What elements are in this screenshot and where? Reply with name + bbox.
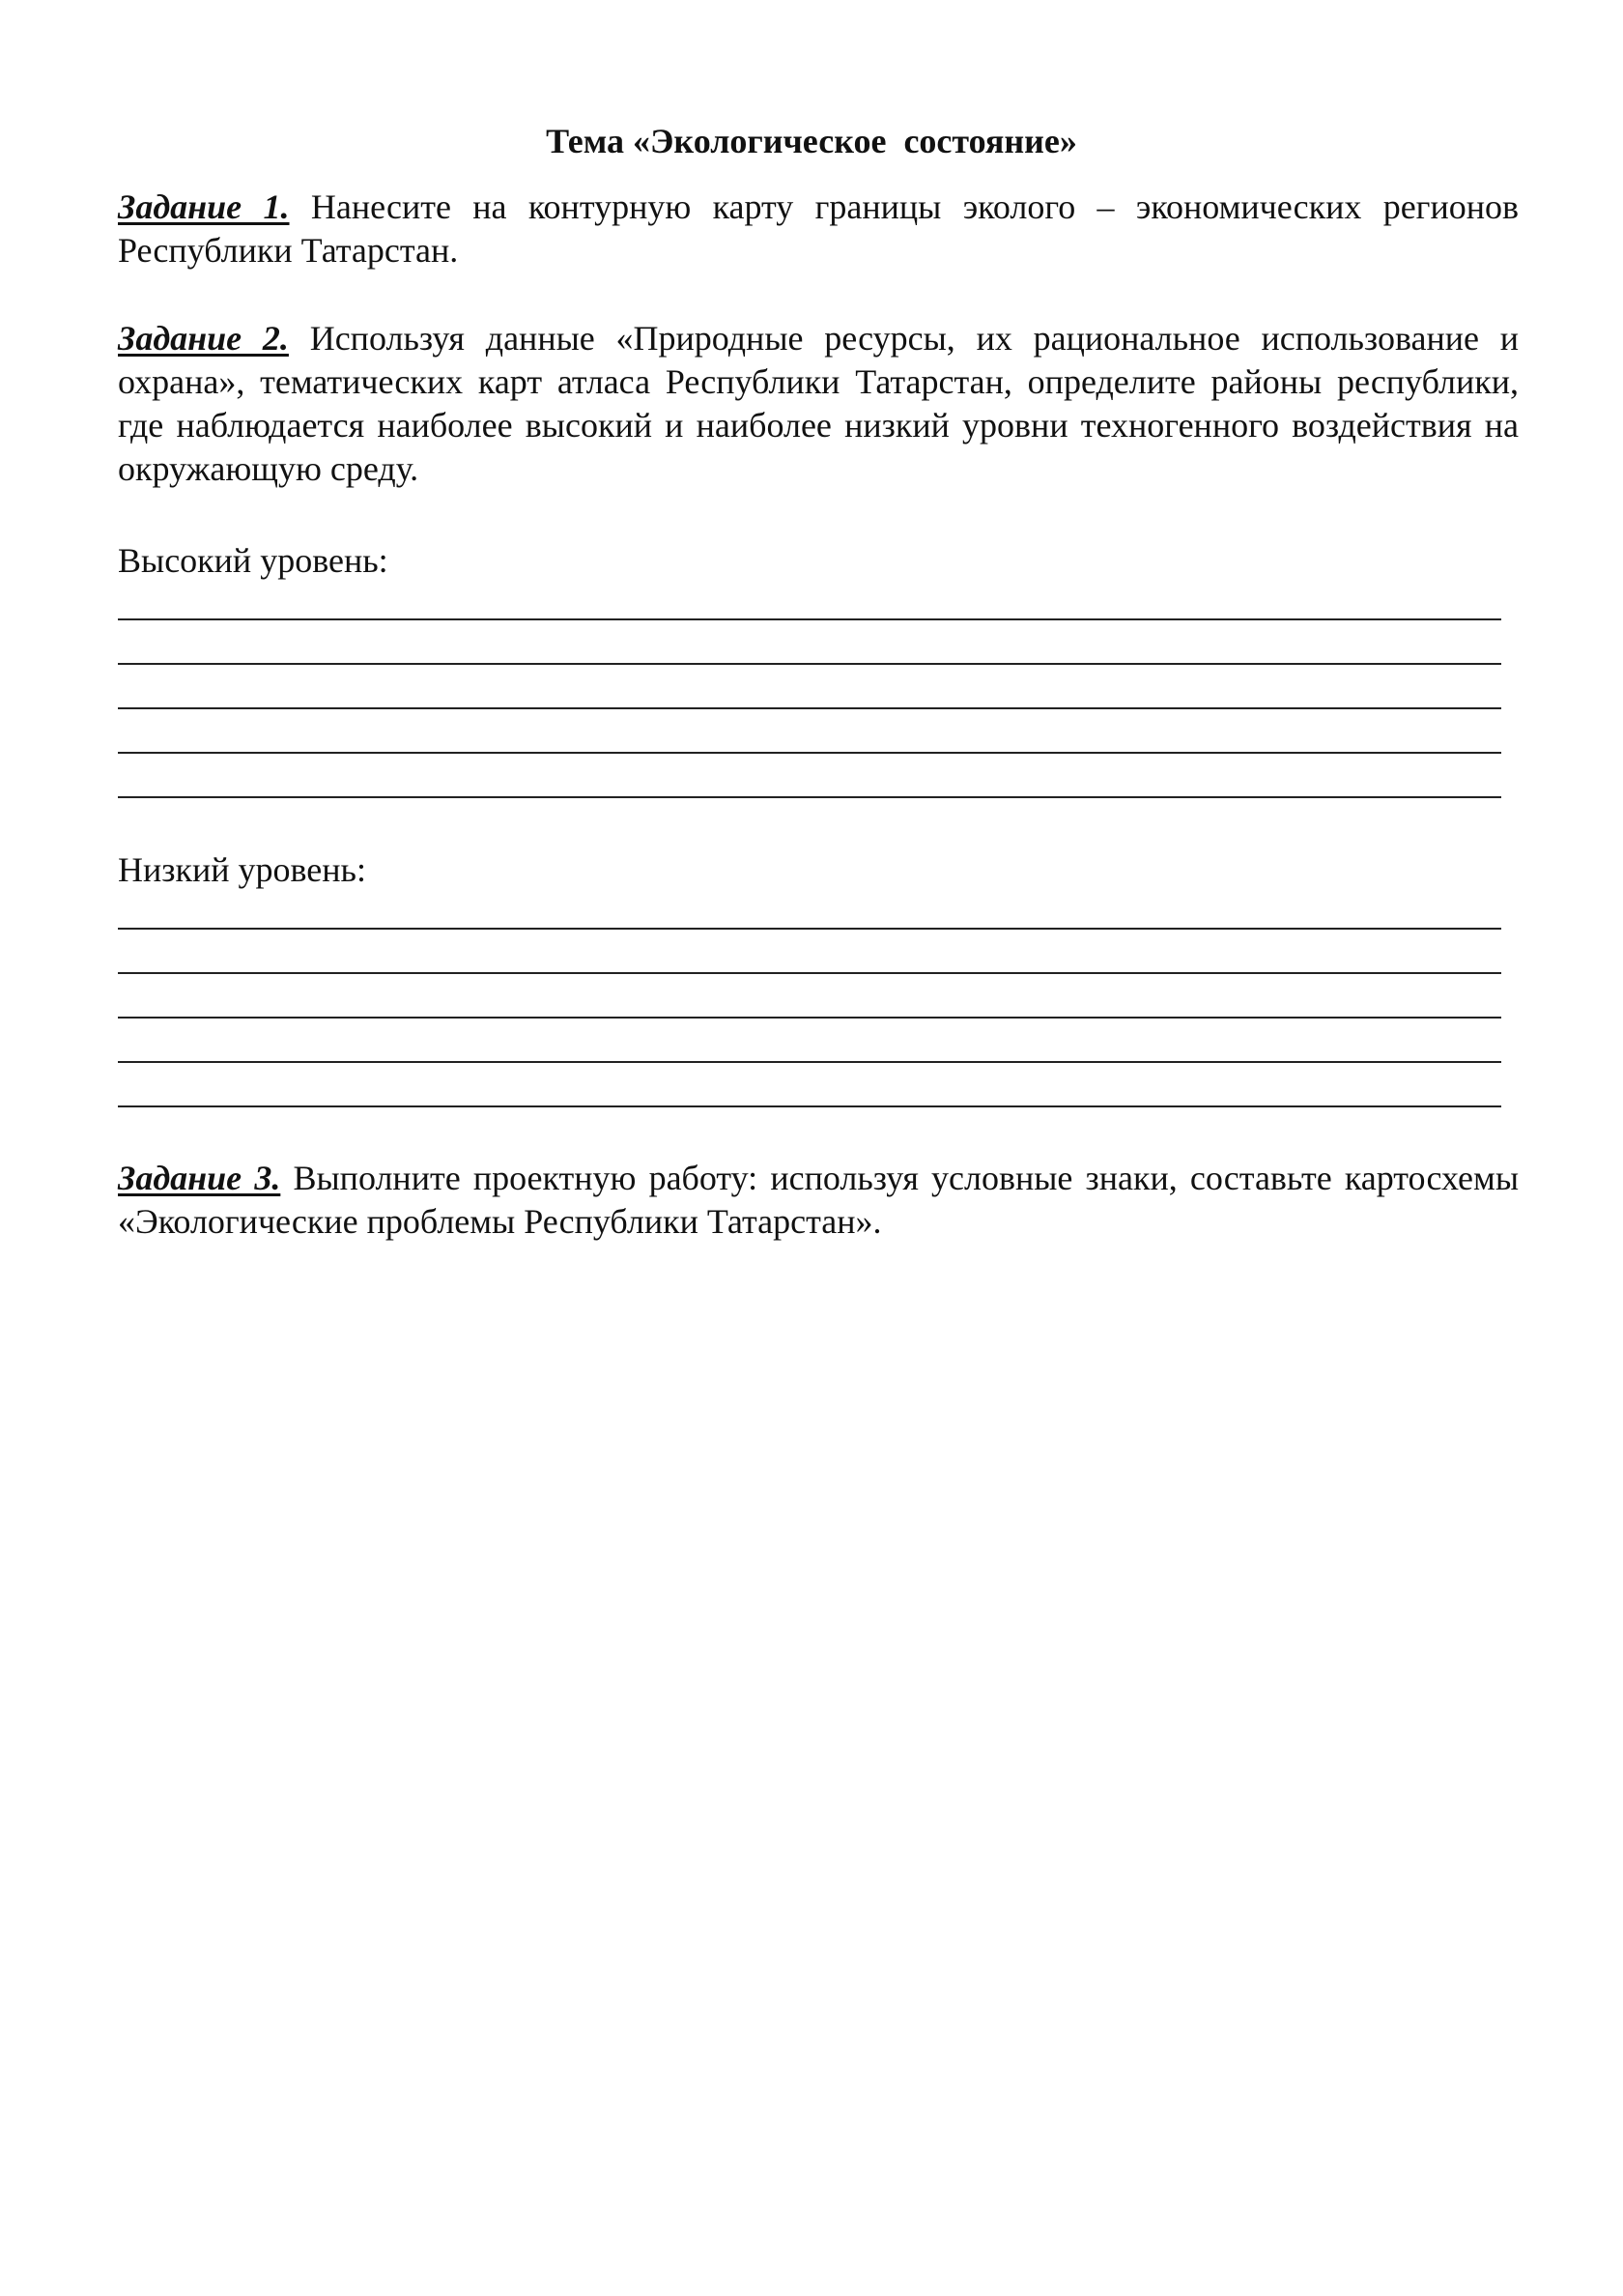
high-answer-line-1[interactable]: [118, 618, 1501, 620]
low-answer-line-5[interactable]: [118, 1105, 1501, 1107]
task-3-label: Задание 3.: [118, 1159, 281, 1197]
low-answer-line-3[interactable]: [118, 1017, 1501, 1019]
task-1-text: Нанесите на контурную карту границы эколого – экономических регионов Республики Татарстан.: [118, 187, 1519, 270]
task-3-text: Выполните проектную работу: используя условные знаки, составьте картосхемы «Экологические проблемы Республики Татарстан».: [118, 1159, 1520, 1241]
low-answer-line-4[interactable]: [118, 1061, 1501, 1063]
high-level-label: Высокий уровень:: [118, 541, 388, 580]
low-answer-line-2[interactable]: [118, 972, 1501, 974]
task-3: [118, 1157, 1519, 1244]
high-answer-line-3[interactable]: [118, 707, 1501, 709]
task-2-text: Используя данные «Природные ресурсы, их рациональное использование и охрана», тематических карт атласа Республики Татарстан, определите районы республики, где наблюдается наиболее высокий и наиболее низкий уровни техногенного воздействия на окружающую среду.: [118, 319, 1519, 488]
low-answer-line-1[interactable]: [118, 928, 1501, 930]
high-answer-line-5[interactable]: [118, 796, 1501, 798]
task-1: [118, 186, 1519, 273]
high-answer-line-4[interactable]: [118, 752, 1501, 754]
task-2-label: Задание 2.: [118, 319, 289, 358]
page-title: Тема «Экологическое состояние»: [546, 122, 1077, 160]
high-answer-line-2[interactable]: [118, 663, 1501, 665]
low-level-label: Низкий уровень:: [118, 850, 366, 889]
task-1-label: Задание 1.: [118, 187, 290, 226]
task-2: [118, 317, 1519, 491]
